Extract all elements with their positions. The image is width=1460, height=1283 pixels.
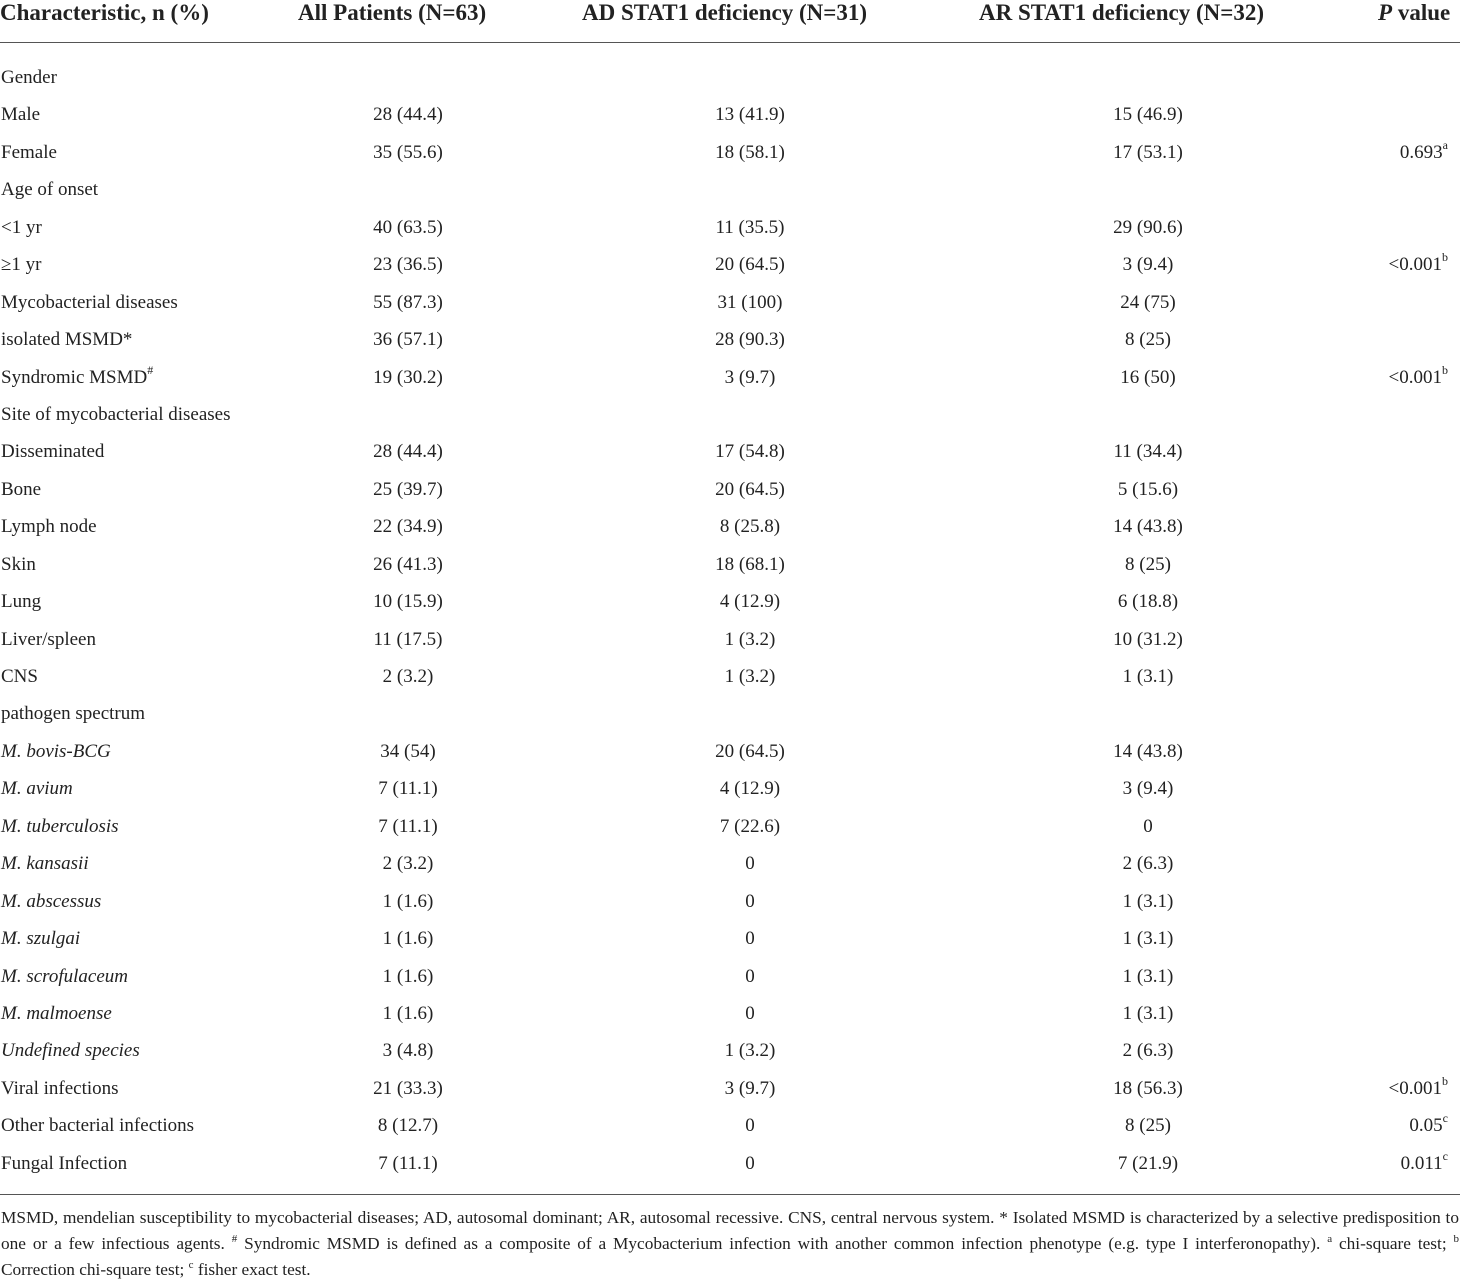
cell-all-patients: 1 (1.6) [382,928,434,950]
cell-ar-stat1: 24 (75) [1120,291,1176,313]
row-characteristic-label: M. bovis-BCG [1,740,111,762]
cell-ar-stat1: 3 (9.4) [1122,254,1174,276]
row-characteristic-label: M. szulgai [1,928,81,950]
row-characteristic-label: Disseminated [1,441,105,463]
p-value-test-marker: a [1442,137,1448,152]
cell-all-patients: 19 (30.2) [373,366,443,388]
cell-ad-stat1: 1 (3.2) [724,1040,776,1062]
row-characteristic-label: M. kansasii [1,853,89,875]
table-row [0,621,1460,658]
cell-all-patients: 22 (34.9) [373,516,443,538]
cell-p-value [1300,246,1448,283]
row-characteristic [1,1032,140,1069]
cell-all-patients: 35 (55.6) [373,141,443,163]
p-value-text: <0.001 [1388,254,1442,276]
row-characteristic-label: Mycobacterial diseases [1,291,178,313]
footnote-sup-b: b [1453,1233,1459,1245]
cell-ad-stat1: 0 [745,853,755,875]
cell-ad-stat1: 4 (12.9) [719,591,781,613]
cell-ar-stat1: 8 (25) [1125,553,1171,575]
cell-all-patients: 21 (33.3) [373,1077,443,1099]
p-value-test-marker: b [1442,250,1448,265]
cell-ar-stat1: 18 (56.3) [1113,1077,1183,1099]
cell-all-patients: 3 (4.8) [382,1040,434,1062]
row-characteristic-label: Syndromic MSMD [1,366,148,388]
row-characteristic-label: M. tuberculosis [1,815,119,837]
row-characteristic-label: M. abscessus [1,890,102,912]
cell-all-patients: 1 (1.6) [382,1002,434,1024]
cell-p-value [1300,1145,1448,1182]
cell-all-patients: 28 (44.4) [373,441,443,463]
cell-all-patients: 28 (44.4) [373,104,443,126]
cell-ar-stat1: 1 (3.1) [1122,1002,1174,1024]
cell-all-patients: 26 (41.3) [373,553,443,575]
cell-ar-stat1: 2 (6.3) [1122,1040,1174,1062]
cell-ar-stat1: 17 (53.1) [1113,141,1183,163]
p-value-test-marker: b [1442,1073,1448,1088]
row-characteristic-label: Skin [1,553,36,575]
cell-ad-stat1: 3 (9.7) [724,1077,776,1099]
cell-ad-stat1: 0 [745,928,755,950]
table-body [0,59,1460,1182]
row-characteristic-label: Bone [1,478,42,500]
cell-all-patients: 7 (11.1) [378,815,438,837]
row-characteristic-label: M. avium [1,778,73,800]
row-characteristic [1,508,97,545]
cell-ar-stat1: 10 (31.2) [1113,628,1183,650]
table-row [0,995,1460,1032]
table-row [0,171,1460,208]
cell-ad-stat1: 0 [745,965,755,987]
p-value-test-marker: b [1442,362,1448,377]
cell-ad-stat1: 20 (64.5) [715,478,785,500]
cell-all-patients: 7 (11.1) [378,778,438,800]
cell-ar-stat1: 8 (25) [1125,1115,1171,1137]
cell-p-value [1300,134,1448,171]
cell-ar-stat1: 1 (3.1) [1122,666,1174,687]
row-characteristic [1,733,111,770]
header-ar-stat1: AR STAT1 deficiency (N=32) [979,0,1265,25]
cell-ar-stat1: 6 (18.8) [1117,591,1179,613]
table-row [0,733,1460,770]
row-characteristic-label: pathogen spectrum [1,703,146,725]
cell-ad-stat1: 1 (3.2) [724,666,776,687]
table-row [0,433,1460,470]
footnote-sup-c: c [188,1259,194,1271]
table-row [0,209,1460,246]
row-characteristic-label: Fungal Infection [1,1152,128,1174]
row-characteristic [1,284,178,321]
row-characteristic-label: isolated MSMD* [1,329,133,351]
cell-ar-stat1: 8 (25) [1125,329,1171,351]
header-p-value [1378,0,1450,26]
cell-ad-stat1: 0 [745,890,755,912]
cell-ar-stat1: 14 (43.8) [1113,740,1183,762]
row-characteristic-label: Lung [1,591,42,613]
cell-ad-stat1: 0 [745,1115,755,1137]
table-row [0,508,1460,545]
cell-ad-stat1: 3 (9.7) [724,366,776,388]
cell-all-patients: 1 (1.6) [382,890,434,912]
cell-all-patients: 34 (54) [380,740,436,762]
row-characteristic [1,808,119,845]
table-row [0,246,1460,283]
table-row [0,59,1460,96]
table-row [0,284,1460,321]
table-row [0,808,1460,845]
cell-p-value [1300,1107,1448,1144]
p-value-text: 0.011 [1400,1152,1443,1174]
cell-ar-stat1: 16 (50) [1120,366,1176,388]
table-row [0,845,1460,882]
cell-ad-stat1: 13 (41.9) [715,104,785,126]
table-row [0,658,1460,695]
cell-ar-stat1: 11 (34.4) [1113,441,1183,463]
row-characteristic-label: M. scrofulaceum [1,965,128,987]
cell-ad-stat1: 4 (12.9) [719,778,781,800]
row-characteristic [1,471,41,508]
cell-all-patients: 11 (17.5) [373,628,443,650]
table-row [0,1032,1460,1069]
row-characteristic-label: ≥1 yr [1,254,42,276]
cell-all-patients: 23 (36.5) [373,254,443,276]
row-characteristic-label: Site of mycobacterial diseases [1,403,231,425]
cell-ad-stat1: 0 [745,1002,755,1024]
row-characteristic-label: Other bacterial infections [1,1115,195,1137]
cell-all-patients: 1 (1.6) [382,965,434,987]
cell-ad-stat1: 20 (64.5) [715,740,785,762]
row-characteristic [1,134,57,171]
table-row [0,1107,1460,1144]
row-characteristic-label: Lymph node [1,516,97,538]
cell-ar-stat1: 15 (46.9) [1113,104,1183,126]
cell-ar-stat1: 3 (9.4) [1122,778,1174,800]
cell-all-patients: 40 (63.5) [373,216,443,238]
cell-all-patients: 10 (15.9) [373,591,443,613]
cell-p-value [1300,359,1448,396]
row-characteristic-label: M. malmoense [1,1002,112,1024]
row-characteristic [1,658,38,695]
row-characteristic [1,695,145,732]
p-value-text: 0.693 [1399,141,1443,163]
cell-ar-stat1: 1 (3.1) [1122,890,1174,912]
table-row [0,359,1460,396]
row-characteristic-sup: # [147,362,154,377]
row-characteristic-label: <1 yr [1,216,42,238]
row-characteristic [1,546,36,583]
cell-ar-stat1: 1 (3.1) [1122,965,1174,987]
footnote-part2: Syndromic MSMD is defined as a composite of a Mycobacterium infection with another common infection phenotype (e.g. type I interferonopathy). [237,1234,1328,1253]
cell-all-patients: 55 (87.3) [373,291,443,313]
cell-ar-stat1: 0 [1143,815,1153,837]
cell-all-patients: 2 (3.2) [382,666,434,687]
table-bottom-divider [0,1194,1460,1195]
cell-all-patients: 36 (57.1) [373,329,443,351]
table-row [0,321,1460,358]
footnote-sup-a: a [1327,1233,1333,1245]
p-value-test-marker: c [1442,1148,1448,1163]
cell-ad-stat1: 18 (58.1) [715,141,785,163]
row-characteristic [1,883,101,920]
row-characteristic-label: Female [1,141,57,163]
row-characteristic [1,96,40,133]
table-row [0,695,1460,732]
header-ad-stat1: AD STAT1 deficiency (N=31) [582,0,868,25]
row-characteristic [1,920,80,957]
cell-ad-stat1: 8 (25.8) [719,516,781,538]
footnote-sup-hash: # [231,1233,238,1245]
cell-ad-stat1: 20 (64.5) [715,254,785,276]
cell-ad-stat1: 0 [745,1152,755,1174]
header-divider [0,42,1460,43]
cell-ad-stat1: 18 (68.1) [715,553,785,575]
row-characteristic-label: Undefined species [1,1040,140,1062]
cell-ar-stat1: 14 (43.8) [1113,516,1183,538]
cell-ad-stat1: 28 (90.3) [715,329,785,351]
row-characteristic [1,1107,194,1144]
cell-ad-stat1: 31 (100) [717,291,783,313]
row-characteristic [1,59,57,96]
row-characteristic [1,1145,127,1182]
row-characteristic-label: Age of onset [1,179,99,201]
table-header-row [0,0,1460,40]
table-row [0,583,1460,620]
footnote-part3: chi-square test; [1332,1234,1454,1253]
p-value-text: <0.001 [1388,1077,1442,1099]
row-characteristic [1,171,98,208]
row-characteristic [1,209,42,246]
cell-all-patients: 7 (11.1) [378,1152,438,1174]
row-characteristic-label: Liver/spleen [1,628,96,650]
cell-ad-stat1: 1 (3.2) [724,628,776,650]
table-row [0,883,1460,920]
row-characteristic [1,433,104,470]
header-p-rest: value [1392,0,1451,25]
table-row [0,1145,1460,1182]
cell-all-patients: 2 (3.2) [382,853,434,875]
table-row [0,770,1460,807]
row-characteristic-label: Gender [1,67,57,88]
row-characteristic [1,845,89,882]
table-row [0,546,1460,583]
row-characteristic [1,246,42,283]
row-characteristic-label: CNS [1,666,38,687]
table-row [0,96,1460,133]
footnote-part1: MSMD, mendelian susceptibility to mycobacterial diseases; AD, autosomal dominant; AR, autosomal recessive. CNS, central nervous system. * Isolated MSMD is characterized by a selective predisposition to one or a few infectious agents. [1,1208,1459,1253]
cell-ad-stat1: 11 (35.5) [715,216,785,238]
table-row [0,1070,1460,1107]
header-characteristic: Characteristic, n (%) [0,0,209,25]
cell-ar-stat1: 29 (90.6) [1113,216,1183,238]
cell-ar-stat1: 7 (21.9) [1117,1152,1179,1174]
row-characteristic [1,583,41,620]
table-row [0,920,1460,957]
row-characteristic [1,770,73,807]
row-characteristic [1,396,231,433]
cell-ar-stat1: 5 (15.6) [1117,478,1179,500]
cell-ar-stat1: 2 (6.3) [1122,853,1174,875]
header-all-patients: All Patients (N=63) [298,0,487,25]
row-characteristic-label: Viral infections [1,1077,119,1099]
table-row [0,471,1460,508]
row-characteristic [1,321,132,358]
p-value-text: 0.05 [1409,1115,1443,1137]
cell-ad-stat1: 17 (54.8) [715,441,785,463]
row-characteristic [1,621,96,658]
row-characteristic [1,359,153,396]
table-row [0,396,1460,433]
row-characteristic [1,995,112,1032]
table-row [0,134,1460,171]
p-value-text: <0.001 [1388,366,1442,388]
table-footnote [1,1205,1459,1283]
footnote-part5: fisher exact test. [193,1260,311,1279]
row-characteristic [1,958,128,995]
footnote-part4: Correction chi-square test; [1,1260,189,1279]
row-characteristic-label: Male [1,104,41,126]
cell-ad-stat1: 7 (22.6) [719,815,781,837]
p-value-test-marker: c [1442,1111,1448,1126]
cell-p-value [1300,1070,1448,1107]
row-characteristic [1,1070,119,1107]
cell-all-patients: 8 (12.7) [377,1115,439,1137]
cell-ar-stat1: 1 (3.1) [1122,928,1174,950]
cell-all-patients: 25 (39.7) [373,478,443,500]
header-p-italic: P [1378,0,1393,25]
table-row [0,958,1460,995]
